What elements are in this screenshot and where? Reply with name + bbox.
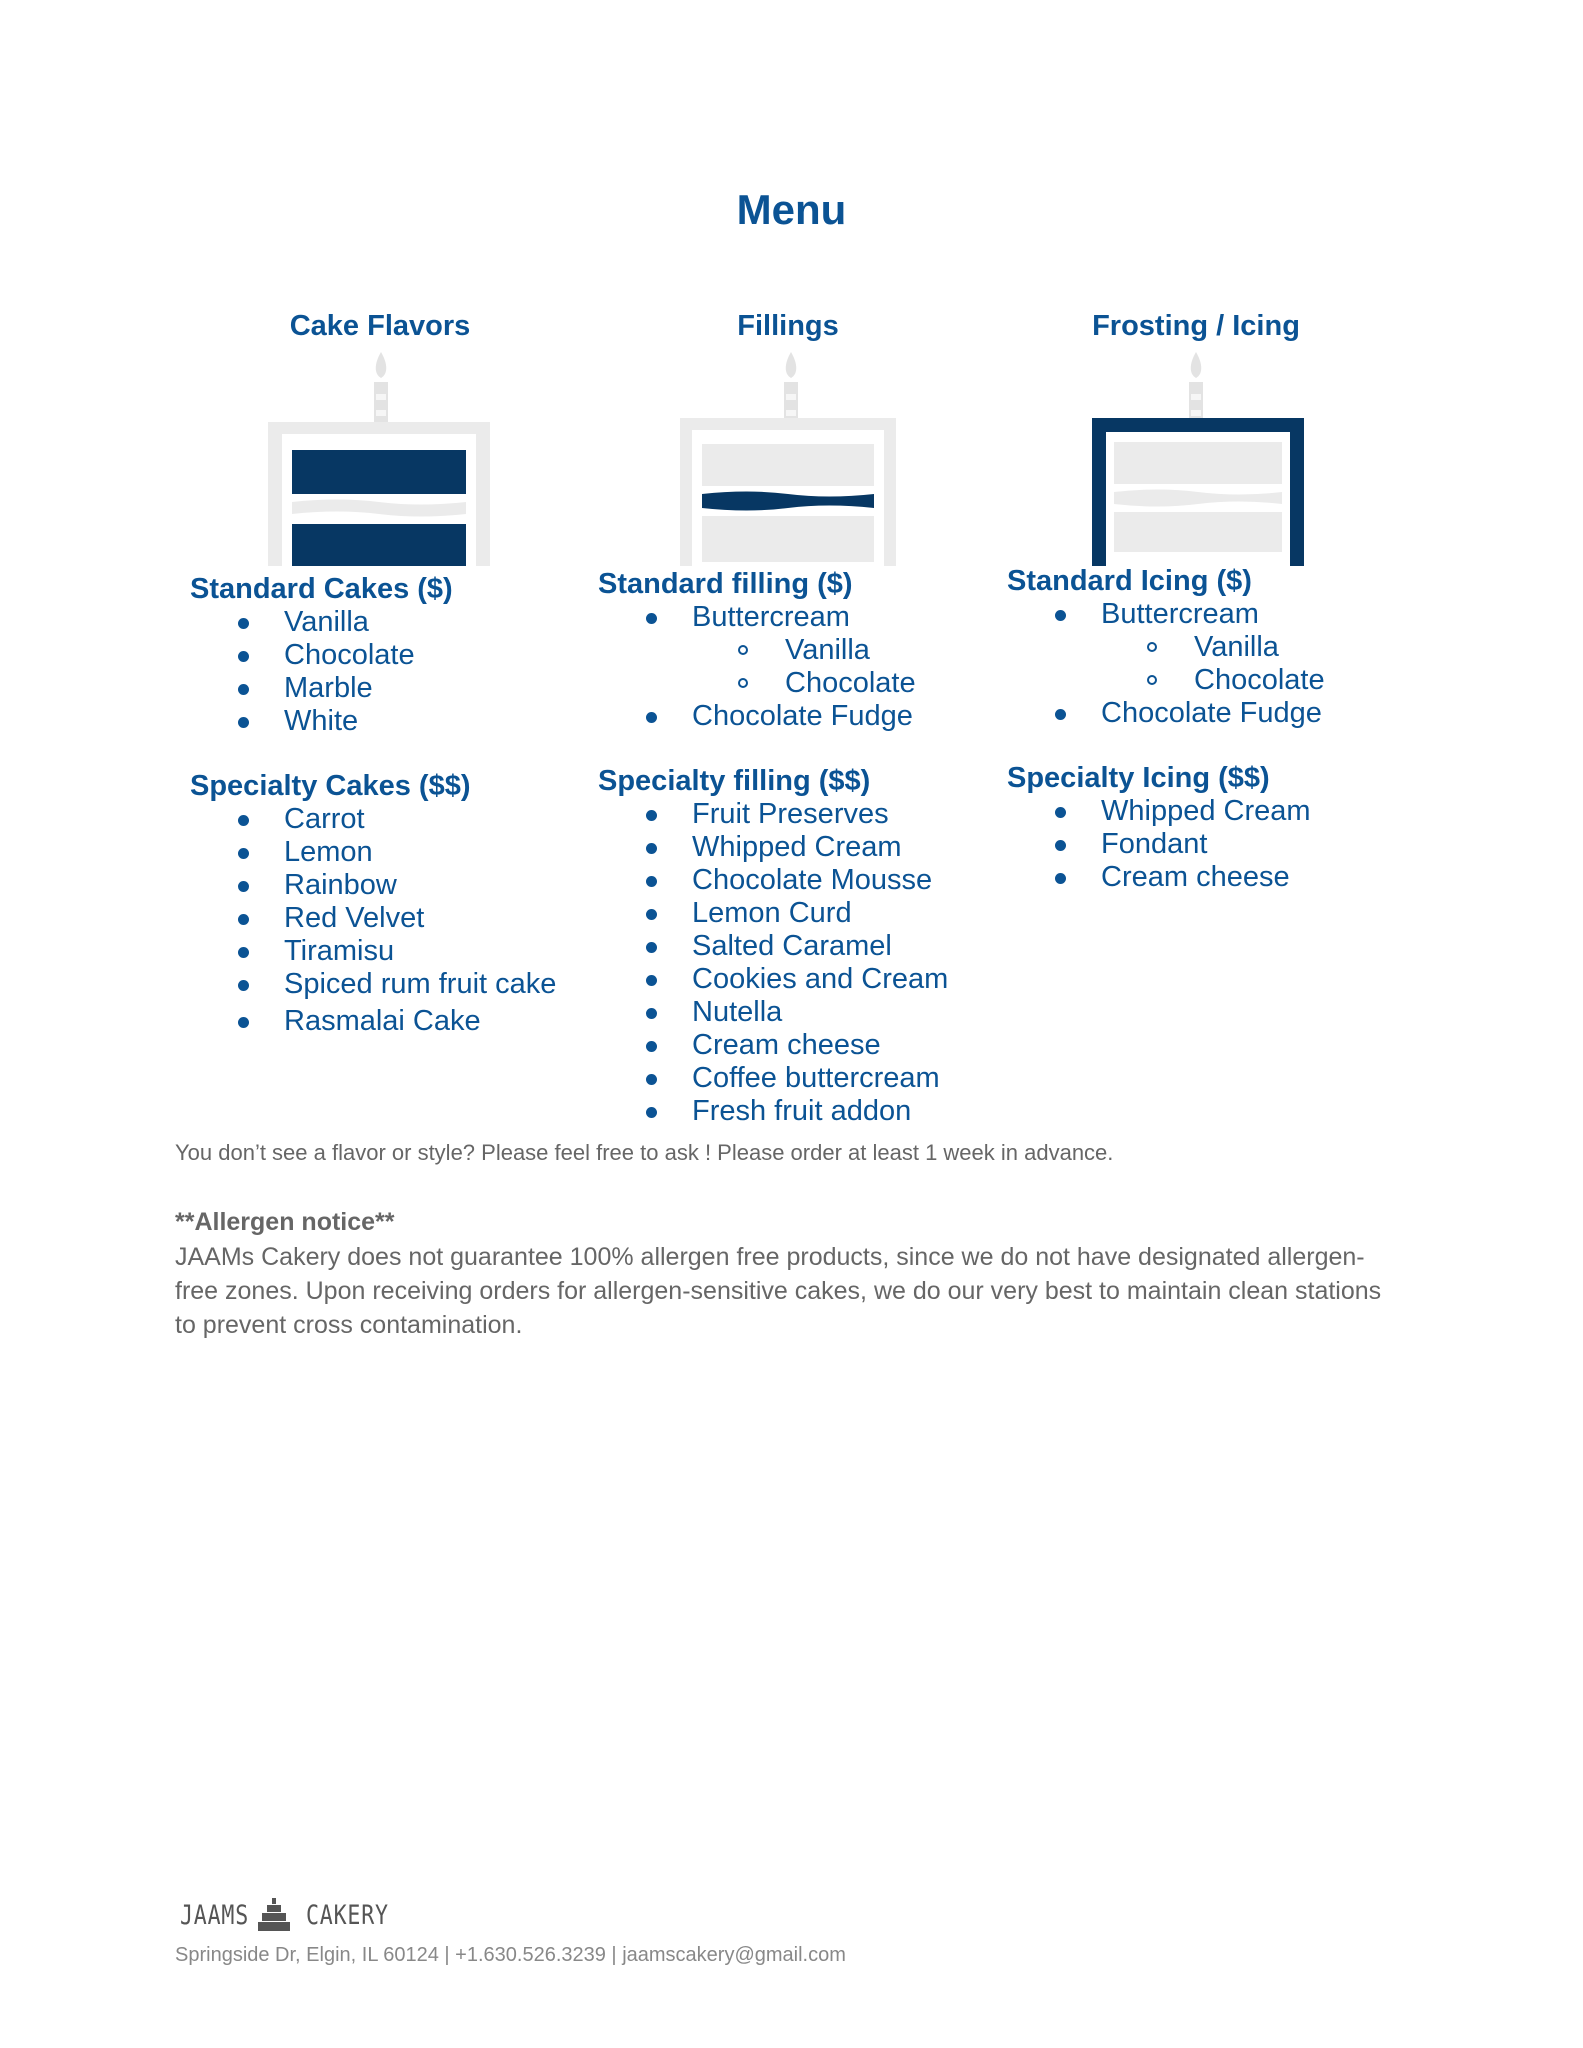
section-title: Specialty Cakes ($$) (190, 770, 471, 802)
section-standard-icing (1007, 564, 1325, 730)
list-item: Carrot (190, 803, 556, 836)
list-subitem: Vanilla (1007, 631, 1325, 664)
list-item: Red Velvet (190, 902, 556, 935)
list-item: Chocolate (190, 639, 453, 672)
section-specialty-cakes (190, 769, 556, 1038)
list-item: Chocolate Fudge (1007, 697, 1325, 730)
section-title: Specialty filling ($$) (598, 765, 871, 797)
list-subitem: Chocolate (1007, 664, 1325, 697)
column-heading-fillings: Fillings (737, 310, 839, 342)
list-item: Chocolate Fudge (598, 700, 916, 733)
list-item: Tiramisu (190, 935, 556, 968)
cake-logo-icon (256, 1897, 292, 1933)
page-title: Menu (736, 186, 847, 233)
specialty-cakes-list (190, 803, 556, 1038)
list-item: Spiced rum fruit cake (190, 968, 556, 1001)
section-specialty-icing (1007, 761, 1311, 894)
cake-frosting-icon (1088, 346, 1314, 566)
logo (180, 1897, 410, 1933)
cake-layers-icon (268, 346, 494, 566)
standard-cakes-list (190, 606, 453, 738)
list-item: Nutella (598, 996, 948, 1029)
section-specialty-filling (598, 764, 948, 1128)
list-item: Whipped Cream (598, 831, 948, 864)
section-title: Standard Cakes ($) (190, 573, 453, 605)
order-note: You don’t see a flavor or style? Please feel free to ask ! Please order at least 1 week in advance. (175, 1140, 1114, 1165)
section-title: Standard Icing ($) (1007, 565, 1252, 597)
list-item: Marble (190, 672, 453, 705)
column-heading-frosting: Frosting / Icing (1092, 310, 1300, 342)
list-item: Cookies and Cream (598, 963, 948, 996)
footer-contact: Springside Dr, Elgin, IL 60124 | +1.630.526.3239 | jaamscakery@gmail.com (175, 1944, 846, 1966)
cake-filling-icon (678, 346, 904, 566)
list-item: Whipped Cream (1007, 795, 1311, 828)
list-item: Salted Caramel (598, 930, 948, 963)
allergen-body: JAAMs Cakery does not guarantee 100% allergen free products, since we do not have designated allergen-free zones. Upon receiving orders for allergen-sensitive cakes, we do our very best to maintain clean stations to prevent cross contamination. (175, 1243, 1382, 1339)
list-item: Vanilla (190, 606, 453, 639)
section-standard-filling (598, 567, 916, 733)
standard-icing-list (1007, 598, 1325, 730)
list-item: Buttercream (1007, 598, 1325, 631)
section-standard-cakes (190, 572, 453, 738)
standard-filling-list (598, 601, 916, 733)
list-item: Coffee buttercream (598, 1062, 948, 1095)
list-item: Buttercream (598, 601, 916, 634)
logo-text-right: CAKERY (306, 1899, 389, 1931)
allergen-title: **Allergen notice** (175, 1208, 395, 1236)
section-title: Specialty Icing ($$) (1007, 762, 1270, 794)
list-item: Fresh fruit addon (598, 1095, 948, 1128)
column-heading-cake-flavors: Cake Flavors (289, 310, 471, 342)
specialty-filling-list (598, 798, 948, 1128)
list-item: Rasmalai Cake (190, 1005, 556, 1038)
list-item: Lemon Curd (598, 897, 948, 930)
logo-text-left: JAAMS (180, 1899, 250, 1931)
list-item: Fondant (1007, 828, 1311, 861)
list-subitem: Vanilla (598, 634, 916, 667)
section-title: Standard filling ($) (598, 568, 853, 600)
list-item: Rainbow (190, 869, 556, 902)
list-subitem: Chocolate (598, 667, 916, 700)
list-item: Cream cheese (598, 1029, 948, 1062)
list-item: Lemon (190, 836, 556, 869)
list-item: Cream cheese (1007, 861, 1311, 894)
specialty-icing-list (1007, 795, 1311, 894)
list-item: Fruit Preserves (598, 798, 948, 831)
list-item: White (190, 705, 453, 738)
list-item: Chocolate Mousse (598, 864, 948, 897)
